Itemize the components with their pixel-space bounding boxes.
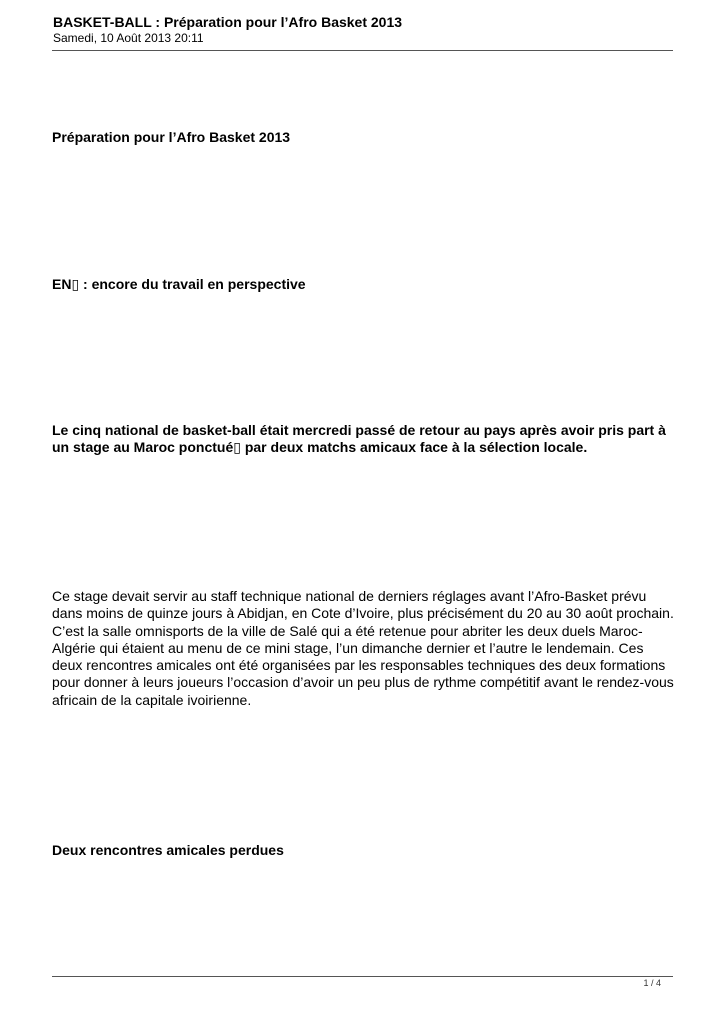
article-heading: Préparation pour l’Afro Basket 2013: [52, 129, 291, 145]
footer-divider: [52, 976, 673, 977]
header-title: BASKET-BALL : Préparation pour l’Afro Basket 2013: [53, 14, 403, 30]
header-divider: [52, 50, 673, 51]
article-subheading: EN▯ : encore du travail en perspective: [52, 276, 306, 292]
article-body-paragraph: Ce stage devait servir au staff technique national de derniers réglages avant l’Afro-Basket prévu dans moins de quinze jours à Abidjan, en Cote d’Ivoire, plus précisément du 20 au 30 août prochain. C’est la salle omnisports de la ville de Salé qui a été retenue pour abriter les deux duels Maroc-Algérie qui étaient au menu de ce mini stage, l’un dimanche dernier et l’autre le lendemain. Ces deux rencontres amicales ont été organisées par les responsables techniques des deux formations pour donner à leurs joueurs l’occasion d’avoir un peu plus de rythme compétitif avant le rendez-vous africain de la capitale ivoirienne.: [52, 588, 674, 708]
section-heading: Deux rencontres amicales perdues: [52, 842, 284, 858]
article-lead: Le cinq national de basket-ball était mercredi passé de retour au pays après avoir pris part à un stage au Maroc ponctué▯ par deux matchs amicaux face à la sélection locale.: [52, 422, 666, 456]
header-date: Samedi, 10 Août 2013 20:11: [53, 31, 204, 45]
page-header: [53, 14, 673, 46]
page-number: 1 / 4: [643, 978, 661, 988]
